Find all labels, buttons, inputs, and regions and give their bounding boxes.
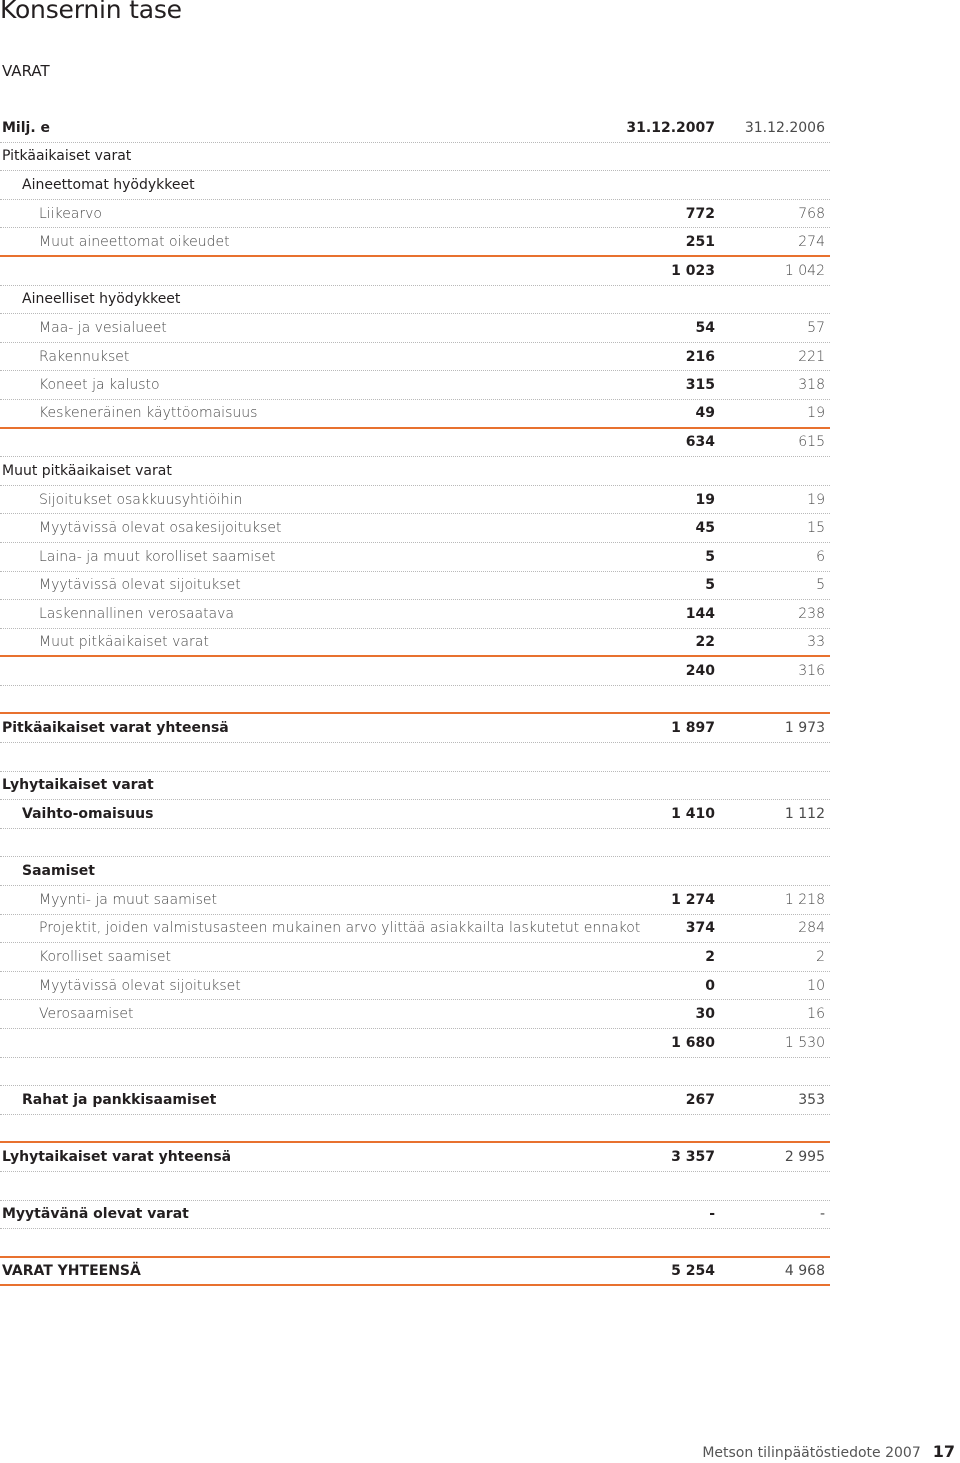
table-header-row xyxy=(0,114,830,143)
header-unit-label: Milj. e xyxy=(2,119,51,136)
row-label: Muut aineettomat oikeudet xyxy=(39,233,230,250)
value-2006: 33 xyxy=(807,633,825,650)
value-2007: 1 410 xyxy=(671,806,715,823)
table-row xyxy=(0,1201,830,1230)
value-2006: 238 xyxy=(798,605,825,622)
table-row xyxy=(0,543,830,572)
table-row xyxy=(0,857,830,886)
value-2006: 2 995 xyxy=(784,1149,825,1166)
table-row xyxy=(0,486,830,515)
page-footer xyxy=(702,1442,955,1461)
table-row xyxy=(0,629,830,658)
table-row xyxy=(0,600,830,629)
value-2006: 1 042 xyxy=(784,262,825,279)
value-2007: 240 xyxy=(685,663,715,680)
row-label: Rahat ja pankkisaamiset xyxy=(22,1091,217,1108)
table-row xyxy=(0,400,830,429)
row-label: Koneet ja kalusto xyxy=(39,377,160,394)
row-label: Muut pitkäaikaiset varat xyxy=(39,633,209,650)
value-2006: 274 xyxy=(798,233,825,250)
value-2006: 1 112 xyxy=(784,806,825,823)
table-row xyxy=(0,800,830,829)
value-2006: 1 530 xyxy=(784,1034,825,1051)
value-2006: 6 xyxy=(816,548,825,565)
table-row xyxy=(0,972,830,1001)
value-2006: 1 218 xyxy=(784,891,825,908)
table-row xyxy=(0,915,830,944)
row-label: Aineelliset hyödykkeet xyxy=(22,291,181,308)
value-2007: 251 xyxy=(685,233,715,250)
row-label: Projektit, joiden valmistusasteen mukainen arvo ylittää asiakkailta laskutetut ennakot xyxy=(39,920,641,937)
footer-text: Metson tilinpäätöstiedote 2007 xyxy=(702,1445,921,1461)
row-label: Sijoitukset osakkuusyhtiöihin xyxy=(39,491,243,508)
section-title: VARAT xyxy=(2,62,50,80)
table-row xyxy=(0,228,830,257)
value-2006: 316 xyxy=(798,663,825,680)
spacer-row xyxy=(0,1115,830,1144)
value-2007: 45 xyxy=(695,520,715,537)
row-label: Pitkäaikaiset varat xyxy=(2,148,132,165)
table-row xyxy=(0,1029,830,1058)
value-2007: 267 xyxy=(685,1091,715,1108)
value-2007: 2 xyxy=(705,949,715,966)
row-label: Liikearvo xyxy=(39,205,102,222)
row-label: Verosaamiset xyxy=(39,1006,134,1023)
spacer-row xyxy=(0,829,830,858)
value-2007: 30 xyxy=(695,1006,715,1023)
value-2006: 19 xyxy=(807,405,825,422)
value-2007: 19 xyxy=(695,491,715,508)
value-2007: 144 xyxy=(685,605,715,622)
row-label: Saamiset xyxy=(22,863,95,880)
spacer-row xyxy=(0,686,830,715)
value-2007: 315 xyxy=(685,377,715,394)
table-row xyxy=(0,772,830,801)
row-label: Lyhytaikaiset varat yhteensä xyxy=(2,1149,232,1166)
value-2007: 5 254 xyxy=(671,1263,715,1280)
table-row xyxy=(0,514,830,543)
row-label: Laina- ja muut korolliset saamiset xyxy=(39,548,276,565)
page-number: 17 xyxy=(932,1442,955,1461)
spacer-row xyxy=(0,743,830,772)
value-2006: 318 xyxy=(798,377,825,394)
value-2006: 768 xyxy=(798,205,825,222)
table-row xyxy=(0,171,830,200)
value-2007: 49 xyxy=(695,405,715,422)
table-body xyxy=(0,143,830,1287)
value-2006: 57 xyxy=(807,319,825,336)
page-title: Konsernin tase xyxy=(0,0,182,24)
table-row xyxy=(0,886,830,915)
header-col-2007: 31.12.2007 xyxy=(626,119,715,136)
value-2006: 15 xyxy=(807,520,825,537)
spacer-row xyxy=(0,1058,830,1087)
value-2007: 54 xyxy=(695,319,715,336)
row-label: Korolliset saamiset xyxy=(39,949,171,966)
row-label: Vaihto-omaisuus xyxy=(22,806,154,823)
table-row xyxy=(0,343,830,372)
value-2006: 353 xyxy=(798,1091,825,1108)
value-2006: 615 xyxy=(798,434,825,451)
value-2006: 2 xyxy=(816,949,825,966)
row-label: Laskennallinen verosaatava xyxy=(39,605,234,622)
row-label: VARAT YHTEENSÄ xyxy=(2,1263,141,1280)
value-2007: 1 897 xyxy=(671,720,715,737)
value-2007: 22 xyxy=(695,633,715,650)
value-2007: 772 xyxy=(685,205,715,222)
row-label: Keskeneräinen käyttöomaisuus xyxy=(39,405,258,422)
value-2007: 634 xyxy=(685,434,715,451)
value-2006: 284 xyxy=(798,920,825,937)
value-2006: 5 xyxy=(816,577,825,594)
value-2007: 0 xyxy=(705,977,715,994)
value-2007: 1 274 xyxy=(671,891,715,908)
row-label: Myytävissä olevat sijoitukset xyxy=(39,977,241,994)
row-label: Muut pitkäaikaiset varat xyxy=(2,462,172,479)
row-label: Myytävissä olevat sijoitukset xyxy=(39,577,241,594)
table-row xyxy=(0,572,830,601)
value-2007: 216 xyxy=(685,348,715,365)
value-2007: - xyxy=(709,1206,715,1223)
value-2007: 1 023 xyxy=(671,262,715,279)
table-row xyxy=(0,457,830,486)
value-2006: 10 xyxy=(807,977,825,994)
value-2007: 5 xyxy=(705,548,715,565)
table-row xyxy=(0,200,830,229)
row-label: Pitkäaikaiset varat yhteensä xyxy=(2,720,229,737)
spacer-row xyxy=(0,1229,830,1258)
value-2006: 19 xyxy=(807,491,825,508)
row-label: Lyhytaikaiset varat xyxy=(2,777,154,794)
row-label: Myynti- ja muut saamiset xyxy=(39,891,218,908)
value-2006: 16 xyxy=(807,1006,825,1023)
table-row xyxy=(0,314,830,343)
spacer-row xyxy=(0,1172,830,1201)
value-2006: 4 968 xyxy=(784,1263,825,1280)
table-row xyxy=(0,143,830,172)
row-label: Maa- ja vesialueet xyxy=(39,319,167,336)
table-row xyxy=(0,1000,830,1029)
table-row xyxy=(0,1143,830,1172)
value-2006: - xyxy=(819,1206,825,1223)
row-label: Rakennukset xyxy=(39,348,130,365)
table-row xyxy=(0,943,830,972)
row-label: Aineettomat hyödykkeet xyxy=(22,176,195,193)
row-label: Myytävänä olevat varat xyxy=(2,1206,189,1223)
table-row xyxy=(0,1258,830,1287)
row-label: Myytävissä olevat osakesijoitukset xyxy=(39,520,282,537)
value-2006: 221 xyxy=(798,348,825,365)
balance-sheet-table xyxy=(0,114,830,1286)
table-row xyxy=(0,657,830,686)
header-col-2006: 31.12.2006 xyxy=(744,119,825,136)
table-row xyxy=(0,371,830,400)
table-row xyxy=(0,257,830,286)
value-2007: 3 357 xyxy=(671,1149,715,1166)
value-2006: 1 973 xyxy=(784,720,825,737)
table-row xyxy=(0,429,830,458)
table-row xyxy=(0,1086,830,1115)
table-row xyxy=(0,714,830,743)
value-2007: 374 xyxy=(685,920,715,937)
value-2007: 1 680 xyxy=(671,1034,715,1051)
value-2007: 5 xyxy=(705,577,715,594)
table-row xyxy=(0,286,830,315)
